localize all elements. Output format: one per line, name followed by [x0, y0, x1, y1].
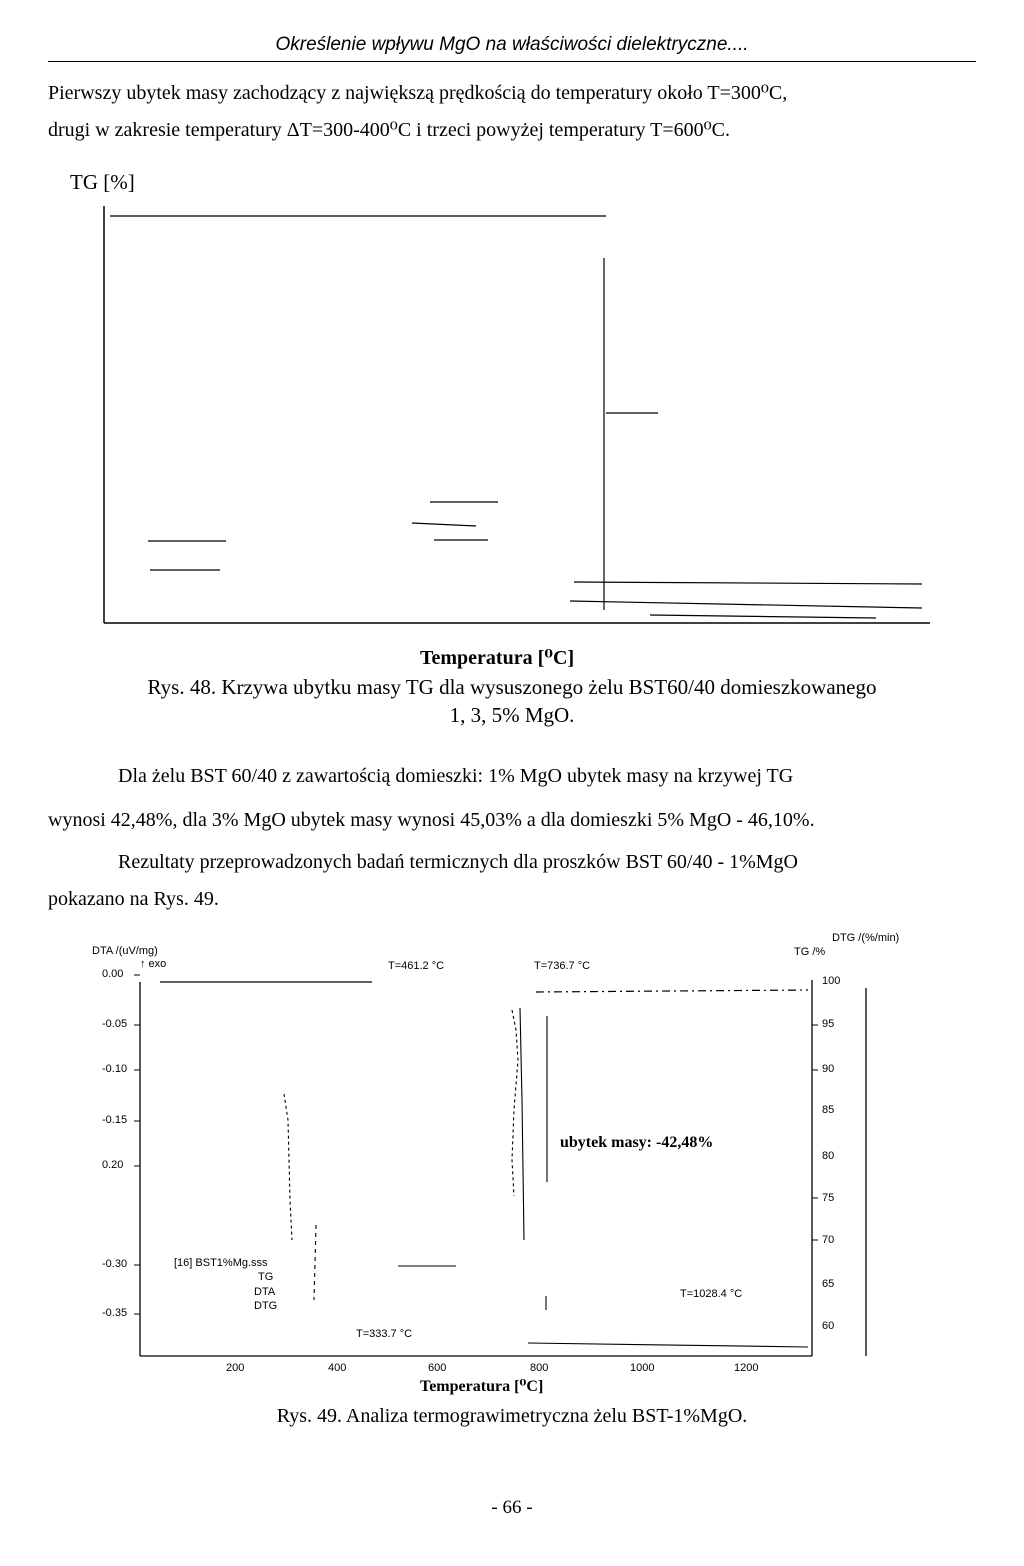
fig49-left-tick-label: -0.35 — [102, 1307, 128, 1319]
fig49-legend-dta: DTA — [254, 1286, 276, 1298]
fig49-right-tick-label: 100 — [822, 975, 841, 987]
paragraph-1-line-1: Pierwszy ubytek masy zachodzący z największą prędkością do temperatury około T=300⁰C, — [48, 82, 788, 104]
fig49-annotation-peak1: T=461.2 °C — [388, 960, 445, 972]
fig49-x-tick-label: 800 — [530, 1362, 549, 1374]
fig49-right-tick-label: 95 — [822, 1018, 835, 1030]
fig49-left-tick-label: 0.20 — [102, 1159, 124, 1171]
paragraph-1-line-2: drugi w zakresie temperatury ΔT=300-400⁰C i trzeci powyżej temperatury T=600⁰C. — [48, 119, 730, 141]
fig49-right-tick-label: 65 — [822, 1278, 835, 1290]
fig49-annotation-peak3: T=333.7 °C — [356, 1328, 413, 1340]
fig49-mass-loss-label: ubytek masy: -42,48% — [560, 1134, 714, 1151]
fig49-legend-dtg: DTG — [254, 1300, 278, 1312]
fig49-x-axis-label: Temperatura [⁰C] — [420, 1378, 544, 1395]
fig49-right-tick-label: 70 — [822, 1234, 835, 1246]
fig49-exo-label: ↑ exo — [140, 958, 167, 970]
fig49-left-tick-label: -0.30 — [102, 1258, 128, 1270]
fig49-right-tick-label: 80 — [822, 1150, 835, 1162]
fig49-tg-axis-label: TG /% — [794, 946, 826, 958]
running-header: Określenie wpływu MgO na właściwości dielektryczne.... — [275, 34, 749, 55]
fig49-legend-file: [16] BST1%Mg.sss — [174, 1257, 268, 1269]
fig49-tg-curve — [536, 990, 808, 992]
fig49-x-tick-label: 400 — [328, 1362, 347, 1374]
page-number: - 66 - — [491, 1497, 533, 1518]
fig49-x-tick-label: 1000 — [630, 1362, 655, 1374]
fig48-x-axis-label: Temperatura [⁰C] — [420, 647, 575, 669]
paragraph-2-line-4: pokazano na Rys. 49. — [48, 888, 219, 910]
fig49-x-tick-label: 200 — [226, 1362, 245, 1374]
fig49-left-tick-label: -0.05 — [102, 1018, 128, 1030]
fig49-right-tick-label: 85 — [822, 1104, 835, 1116]
fig49-dtg-axis-label: DTG /(%/min) — [832, 932, 900, 944]
fig49-x-tick-label: 1200 — [734, 1362, 759, 1374]
fig49-left-tick-label: 0.00 — [102, 968, 124, 980]
fig48-y-axis-label: TG [%] — [70, 170, 135, 194]
fig49-left-tick-label: -0.10 — [102, 1063, 128, 1075]
paragraph-2-line-3: Rezultaty przeprowadzonych badań termicznych dla proszków BST 60/40 - 1%MgO — [118, 851, 798, 873]
fig49-x-tick-label: 600 — [428, 1362, 447, 1374]
fig49-annotation-peak4: T=1028.4 °C — [680, 1288, 743, 1300]
fig49-left-tick-label: -0.15 — [102, 1114, 128, 1126]
fig49-annotation-peak2: T=736.7 °C — [534, 960, 591, 972]
fig49-right-tick-label: 90 — [822, 1063, 835, 1075]
fig49-right-tick-label: 60 — [822, 1320, 835, 1332]
fig48-caption-line-2: 1, 3, 5% MgO. — [449, 703, 575, 727]
fig49-caption: Rys. 49. Analiza termograwimetryczna żelu BST-1%MgO. — [276, 1405, 748, 1427]
fig49-legend-tg: TG — [258, 1271, 274, 1283]
fig49-left-axis-label: DTA /(uV/mg) — [92, 945, 158, 957]
fig49-right-tick-label: 75 — [822, 1192, 835, 1204]
paragraph-2-line-2: wynosi 42,48%, dla 3% MgO ubytek masy wynosi 45,03% a dla domieszki 5% MgO - 46,10%. — [48, 809, 815, 831]
paragraph-2-line-1: Dla żelu BST 60/40 z zawartością domieszki: 1% MgO ubytek masy na krzywej TG — [118, 765, 794, 787]
fig48-caption-line-1: Rys. 48. Krzywa ubytku masy TG dla wysuszonego żelu BST60/40 domieszkowanego — [147, 675, 877, 699]
